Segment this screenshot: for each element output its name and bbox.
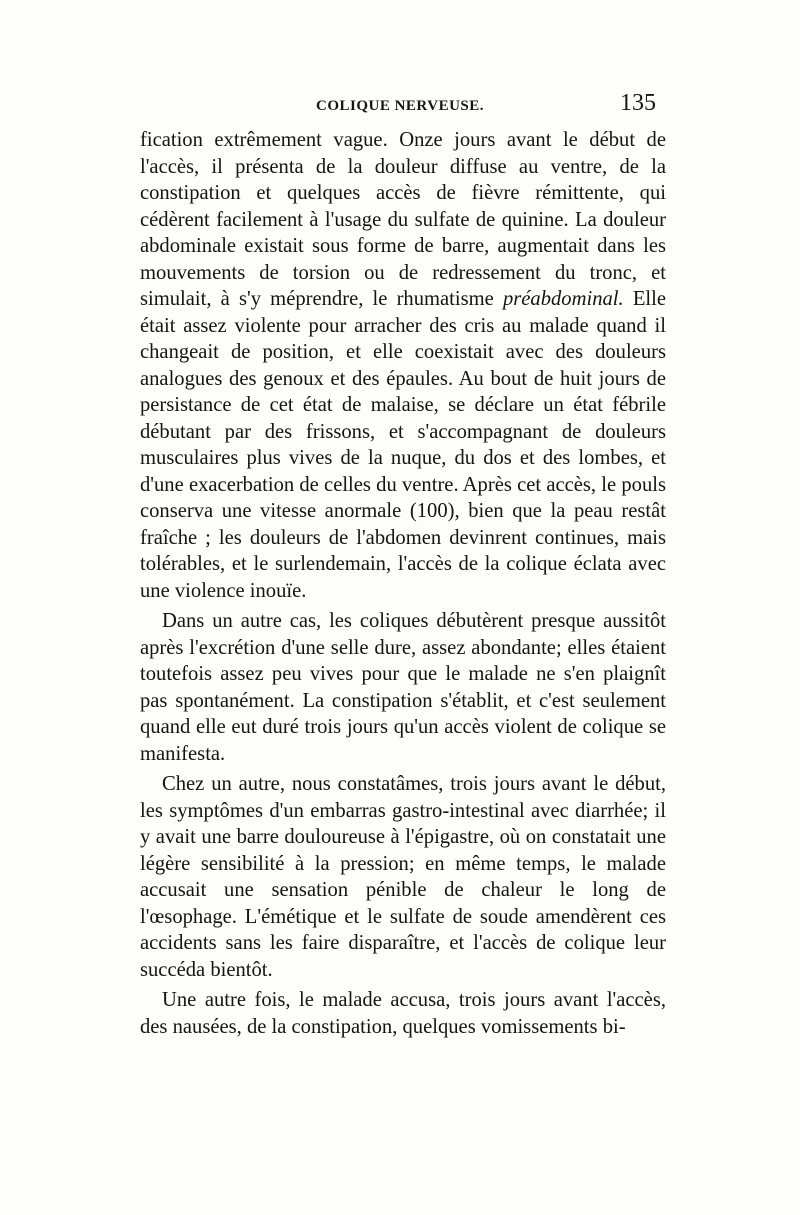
paragraph-1-text-b: Elle était assez violente pour arracher des cris au malade quand il changeait de position, et elle coexistait avec des douleurs analogues des genoux et des épaules. Au bout de huit jours de persistance de cet état de malaise, se déclare un état fébrile débutant par des frissons, et s'accompagnant de douleurs musculaires plus vives de la nuque, du dos et des lombes, et d'une exacerbation de celles du ventre. Après cet accès, le pouls conserva une vitesse anormale (100), bien que la peau restât fraîche ; les douleurs de l'abdomen devinrent continues, mais tolérables, et le surlendemain, l'accès de la colique éclata avec une violence inouïe. [140, 288, 667, 602]
paragraph-1-text-a: fication extrêmement vague. Onze jours avant le début de l'accès, il présenta de la douleur diffuse au ventre, de la constipation et quelques accès de fièvre rémittente, qui cédèrent facilement à l'usage du sulfate de quinine. La douleur abdominale existait sous forme de barre, augmentait dans les mouvements de torsion ou de redressement du tronc, et simulait, à s'y méprendre, le rhumatisme [140, 129, 666, 310]
paragraph-2: Dans un autre cas, les coliques débutèrent presque aussitôt après l'excrétion d'une selle dure, assez abondante; elles étaient toutefois assez peu vives pour que le malade ne s'en plaignît pas spontanément. La constipation s'établit, et c'est seulement quand elle eut duré trois jours qu'un accès violent de colique se manifesta. [140, 610, 666, 765]
paragraph-4: Une autre fois, le malade accusa, trois jours avant l'accès, des nausées, de la constipation, quelques vomissements bi- [140, 989, 666, 1038]
paragraph-3: Chez un autre, nous constatâmes, trois jours avant le début, les symptômes d'un embarras gastro-intestinal avec diarrhée; il y avait une barre douloureuse à l'épigastre, où on constatait une légère sensibilité à la pression; en même temps, le malade accusait une sensation pénible de chaleur le long de l'œsophage. L'émétique et le sulfate de soude amendèrent ces accidents sans les faire disparaître, et l'accès de colique leur succéda bientôt. [140, 773, 666, 981]
running-title: COLIQUE NERVEUSE. [316, 98, 485, 114]
running-head [138, 90, 668, 120]
body-text [140, 127, 666, 1040]
paragraph-1 [140, 127, 666, 604]
page-number: 135 [620, 90, 656, 116]
italic-term: préabdominal. [502, 288, 624, 310]
